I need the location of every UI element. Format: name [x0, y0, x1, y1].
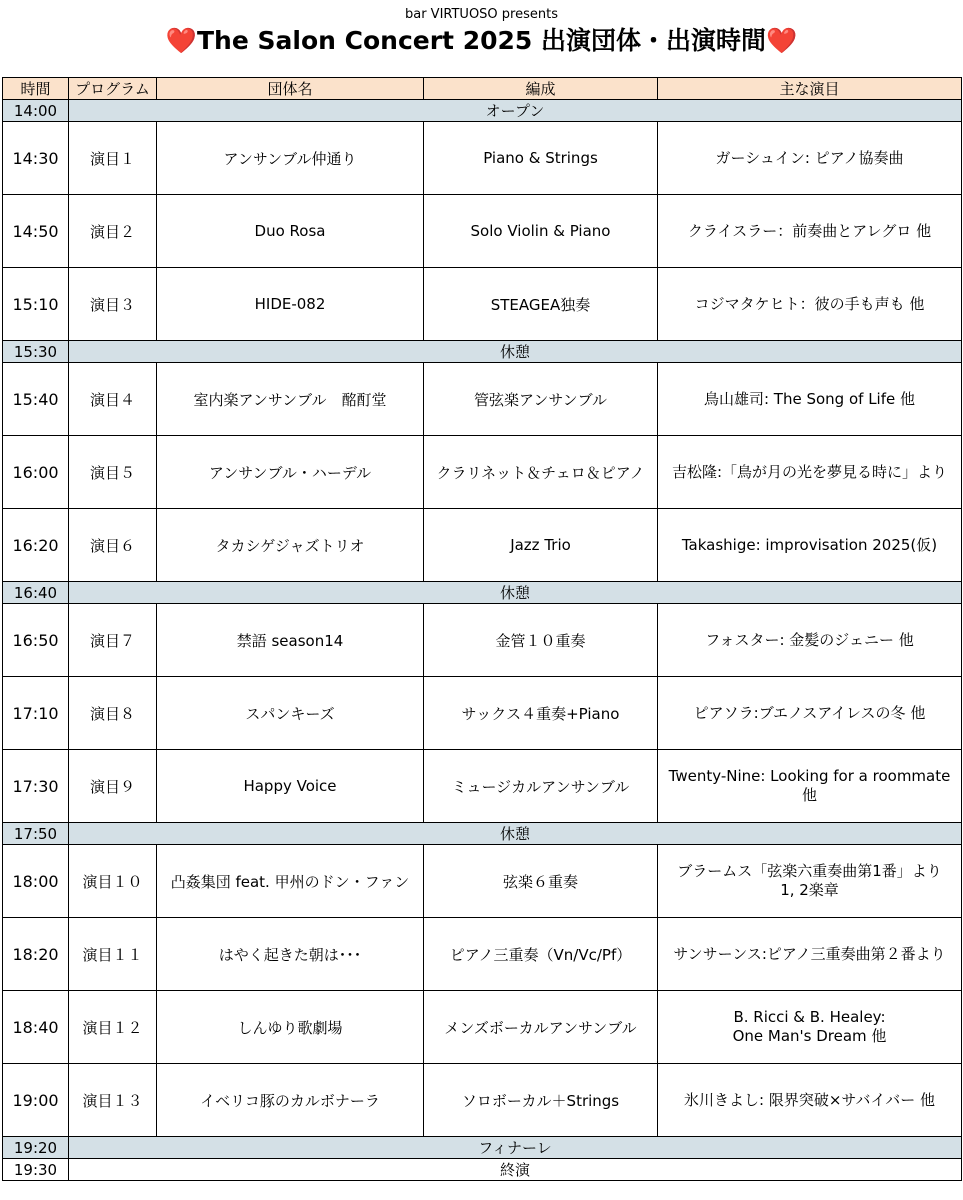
main-works-line: 他: [801, 786, 817, 804]
main-works-line: コジマタケヒト：彼の手も声も 他: [694, 294, 925, 313]
group-name-cell: 凸姦集団 feat. 甲州のドン・ファン: [157, 845, 424, 918]
main-works-cell: [658, 991, 962, 1064]
time-cell: 18:40: [3, 991, 69, 1064]
event-label-cell: 終演: [69, 1159, 962, 1181]
formation-cell: STEAGEA独奏: [424, 268, 658, 341]
program-cell: 演目１３: [69, 1064, 157, 1137]
main-works-cell: [658, 195, 962, 268]
main-works-cell: [658, 363, 962, 436]
break-row: [3, 823, 962, 845]
program-cell: 演目６: [69, 509, 157, 582]
main-works-line: クライスラー：前奏曲とアレグロ 他: [687, 221, 932, 240]
main-works-cell: [658, 750, 962, 823]
table-row: [3, 991, 962, 1064]
program-cell: 演目４: [69, 363, 157, 436]
main-works-cell: [658, 677, 962, 750]
time-cell: 14:00: [3, 100, 69, 122]
formation-cell: ミュージカルアンサンブル: [424, 750, 658, 823]
time-cell: 18:20: [3, 918, 69, 991]
main-works-line: ガーシュイン: ピアノ協奏曲: [715, 148, 904, 167]
group-name-cell: Happy Voice: [157, 750, 424, 823]
heart-icon: ❤️: [766, 26, 798, 55]
table-row: [3, 363, 962, 436]
program-cell: 演目１: [69, 122, 157, 195]
table-row: [3, 918, 962, 991]
main-works-cell: [658, 604, 962, 677]
formation-cell: ピアノ三重奏（Vn/Vc/Pf）: [424, 918, 658, 991]
break-row: [3, 341, 962, 363]
main-works-line: One Man's Dream 他: [732, 1027, 887, 1045]
main-works-line: フォスター: 金髪のジェニー 他: [705, 630, 914, 649]
main-works-line: 吉松隆:「鳥が月の光を夢見る時に」より: [671, 462, 948, 481]
program-cell: 演目１１: [69, 918, 157, 991]
time-cell: 17:30: [3, 750, 69, 823]
program-cell: 演目２: [69, 195, 157, 268]
title-text: The Salon Concert 2025 出演団体・出演時間: [197, 26, 766, 55]
formation-cell: 管弦楽アンサンブル: [424, 363, 658, 436]
main-works-line: 1, 2楽章: [780, 881, 839, 899]
time-cell: 14:30: [3, 122, 69, 195]
break-row: [3, 1137, 962, 1159]
group-name-cell: アンサンブル仲通り: [157, 122, 424, 195]
formation-cell: Solo Violin & Piano: [424, 195, 658, 268]
table-row: [3, 750, 962, 823]
group-name-cell: 禁語 season14: [157, 604, 424, 677]
time-cell: 16:50: [3, 604, 69, 677]
break-row: [3, 582, 962, 604]
column-header-formation: 編成: [424, 78, 658, 100]
table-row: [3, 436, 962, 509]
formation-cell: Piano & Strings: [424, 122, 658, 195]
event-label-cell: オープン: [69, 100, 962, 122]
formation-cell: メンズボーカルアンサンブル: [424, 991, 658, 1064]
time-cell: 15:10: [3, 268, 69, 341]
table-row: [3, 509, 962, 582]
time-cell: 17:10: [3, 677, 69, 750]
column-header-group: 団体名: [157, 78, 424, 100]
time-cell: 16:40: [3, 582, 69, 604]
main-works-cell: [658, 268, 962, 341]
formation-cell: 金管１０重奏: [424, 604, 658, 677]
time-cell: 15:40: [3, 363, 69, 436]
program-cell: 演目５: [69, 436, 157, 509]
schedule-table: [2, 77, 962, 1181]
time-cell: 17:50: [3, 823, 69, 845]
formation-cell: Jazz Trio: [424, 509, 658, 582]
table-row: [3, 845, 962, 918]
column-header-program: プログラム: [69, 78, 157, 100]
time-cell: 14:50: [3, 195, 69, 268]
main-works-line: Twenty-Nine: Looking for a roommate: [668, 767, 951, 785]
presenter-line: bar VIRTUOSO presents: [404, 7, 558, 22]
main-works-cell: [658, 918, 962, 991]
page-title: [0, 24, 963, 58]
main-works-line: ブラームス「弦楽六重奏曲第1番」より: [677, 862, 942, 880]
main-works-cell: [658, 122, 962, 195]
program-cell: 演目３: [69, 268, 157, 341]
program-cell: 演目１２: [69, 991, 157, 1064]
group-name-cell: しんゆり歌劇場: [157, 991, 424, 1064]
program-cell: 演目９: [69, 750, 157, 823]
group-name-cell: はやく起きた朝は･･･: [157, 918, 424, 991]
group-name-cell: イベリコ豚のカルボナーラ: [157, 1064, 424, 1137]
main-works-cell: [658, 436, 962, 509]
program-cell: 演目７: [69, 604, 157, 677]
time-cell: 19:00: [3, 1064, 69, 1137]
end-row: [3, 1159, 962, 1181]
group-name-cell: HIDE-082: [157, 268, 424, 341]
main-works-line: 氷川きよし: 限界突破×サバイバー 他: [684, 1090, 935, 1109]
time-cell: 16:20: [3, 509, 69, 582]
group-name-cell: Duo Rosa: [157, 195, 424, 268]
group-name-cell: アンサンブル・ハーデル: [157, 436, 424, 509]
event-label-cell: 休憩: [69, 582, 962, 604]
main-works-cell: [658, 509, 962, 582]
formation-cell: クラリネット＆チェロ＆ピアノ: [424, 436, 658, 509]
table-row: [3, 195, 962, 268]
program-cell: 演目１０: [69, 845, 157, 918]
time-cell: 15:30: [3, 341, 69, 363]
program-cell: 演目８: [69, 677, 157, 750]
time-cell: 16:00: [3, 436, 69, 509]
schedule-body: [3, 100, 962, 1181]
time-cell: 19:30: [3, 1159, 69, 1181]
event-label-cell: 休憩: [69, 823, 962, 845]
column-header-works: 主な演目: [658, 78, 962, 100]
table-row: [3, 268, 962, 341]
group-name-cell: タカシゲジャズトリオ: [157, 509, 424, 582]
table-row: [3, 677, 962, 750]
formation-cell: ソロボーカル＋Strings: [424, 1064, 658, 1137]
table-row: [3, 604, 962, 677]
main-works-line: Takashige: improvisation 2025(仮): [681, 535, 938, 554]
main-works-cell: [658, 1064, 962, 1137]
table-header-row: [3, 78, 962, 100]
main-works-line: ピアソラ:ブエノスアイレスの冬 他: [693, 703, 926, 722]
main-works-cell: [658, 845, 962, 918]
main-works-line: サンサーンス:ピアノ三重奏曲第２番より: [673, 944, 946, 963]
time-cell: 19:20: [3, 1137, 69, 1159]
table-row: [3, 122, 962, 195]
event-label-cell: フィナーレ: [69, 1137, 962, 1159]
group-name-cell: 室内楽アンサンブル 酩酊堂: [157, 363, 424, 436]
heart-icon: ❤️: [165, 26, 197, 55]
table-row: [3, 1064, 962, 1137]
formation-cell: 弦楽６重奏: [424, 845, 658, 918]
break-row: [3, 100, 962, 122]
column-header-time: 時間: [3, 78, 69, 100]
formation-cell: サックス４重奏+Piano: [424, 677, 658, 750]
page-header: [0, 0, 963, 76]
main-works-line: B. Ricci & B. Healey:: [733, 1008, 886, 1026]
group-name-cell: スパンキーズ: [157, 677, 424, 750]
main-works-line: 鳥山雄司: The Song of Life 他: [703, 389, 915, 408]
event-label-cell: 休憩: [69, 341, 962, 363]
time-cell: 18:00: [3, 845, 69, 918]
